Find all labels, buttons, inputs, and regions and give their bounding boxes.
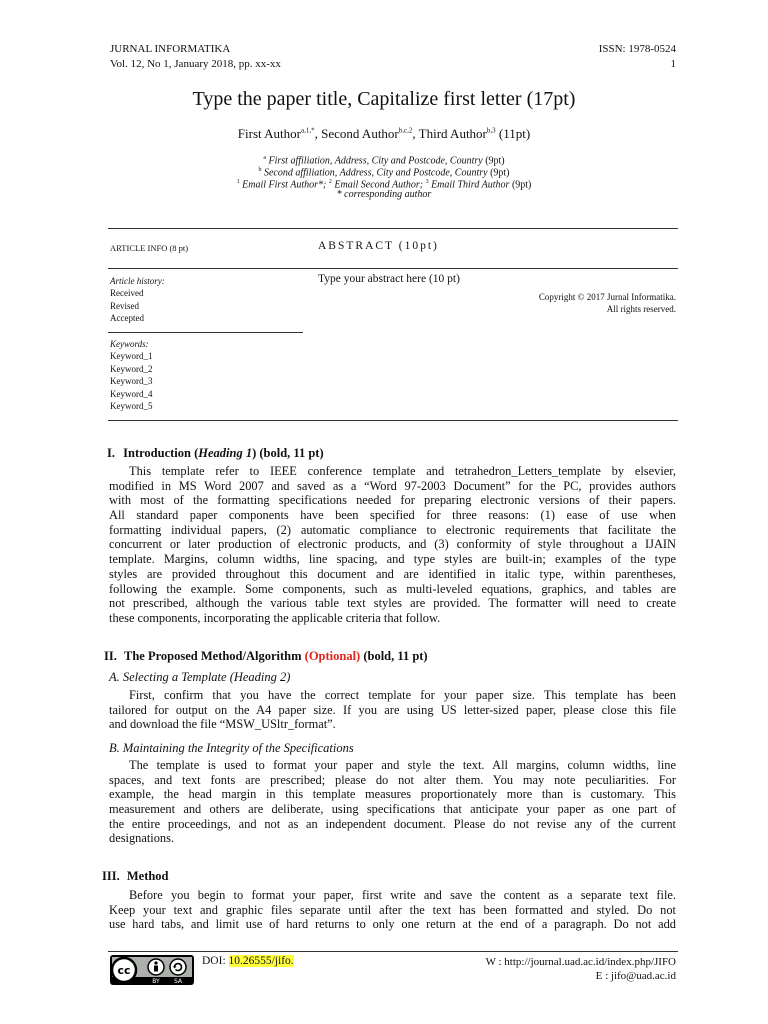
aff-2-size: (9pt) — [487, 167, 510, 179]
text-line: This template refer to IEEE conference template and tetrahedron_Letters_template by elsevier, — [129, 464, 676, 478]
article-info-label: ARTICLE INFO (8 pt) — [110, 243, 189, 253]
author-size: (11pt) — [495, 126, 531, 141]
footer-rule — [108, 951, 678, 952]
aff-1-size: (9pt) — [482, 155, 505, 167]
section-1-number: I. — [107, 446, 115, 460]
author-1: First Author — [237, 126, 302, 141]
text-line: The template is used to format your paper and style the text. All margins, column widths, line — [129, 758, 676, 772]
text-line: First, confirm that you have the correct template for your paper size. This template has been — [129, 688, 676, 702]
contact-block — [486, 955, 676, 983]
history-label: Article history: — [110, 276, 165, 286]
journal-name: JURNAL INFORMATIKA — [110, 43, 231, 55]
text-line: All standard paper components have been specified for three reasons: (1) ease of use when — [109, 508, 676, 523]
section-3-paragraph — [109, 888, 676, 932]
corresponding-text: * corresponding author — [336, 189, 432, 200]
corresponding-note — [0, 189, 768, 201]
abstract-label: ABSTRACT (10pt) — [318, 240, 439, 252]
email-3-sup: 3 — [425, 179, 429, 185]
section-2-number: II. — [104, 649, 117, 663]
email-1: Email First Author*; — [239, 179, 329, 191]
section-2-title-a: The Proposed Method/Algorithm — [123, 649, 305, 663]
text-line: example, the head margin in this template measures proportionately more than is customary. This — [109, 787, 676, 802]
subsection-a-heading: A. Selecting a Template (Heading 2) — [109, 670, 291, 684]
email-1-sup: 1 — [236, 179, 240, 185]
text-line: styles are provided throughout this document and are identified in italic type, within parentheses, — [109, 566, 676, 581]
author-2-sup: b,c,2 — [398, 126, 413, 135]
doi-block — [202, 955, 294, 967]
subsection-b-paragraph — [109, 758, 676, 846]
text-line: the entire proceedings, and not as an independent document. Please do not revise any of the current — [109, 816, 676, 831]
email-2: Email Second Author; — [331, 179, 426, 191]
history-accepted: Accepted — [110, 313, 144, 324]
keyword-item: Keyword_4 — [110, 388, 153, 399]
sa-icon — [170, 959, 186, 975]
keyword-item: Keyword_1 — [110, 351, 153, 362]
section-2-optional: (Optional) — [304, 649, 361, 663]
text-line: modified in MS Word 2007 and saved as a “Word 97-2003 Document” for the PC, provides authors — [109, 478, 676, 493]
aff-1-sup: a — [263, 155, 267, 161]
text-line: with most of the formatting specifications needed for preparing electronic versions of their papers. — [109, 493, 676, 508]
article-history — [110, 275, 165, 325]
keyword-item: Keyword_3 — [110, 376, 153, 387]
history-revised: Revised — [110, 300, 139, 311]
email-link[interactable]: E : jifo@uad.ac.id — [595, 970, 676, 982]
text-line: formatting individual papers, (2) automatic compliance to electronic requirements that facilitate the — [109, 522, 676, 537]
keywords-block — [110, 338, 153, 412]
doi-link[interactable]: 10.26555/jifo. — [228, 955, 294, 967]
bottom-rule — [108, 420, 678, 421]
aff-1-text: First affiliation, Address, City and Postcode, Country — [266, 155, 483, 167]
section-2-title-b: (bold, 11 pt) — [360, 649, 428, 663]
section-1-title-a: Introduction ( — [123, 446, 199, 460]
mid-rule — [108, 268, 678, 269]
cc-text: cc — [117, 964, 131, 977]
section-3-title: Method — [126, 869, 169, 883]
web-link[interactable]: W : http://journal.uad.ac.id/index.php/JIFO — [485, 956, 676, 968]
by-text: BY — [152, 978, 160, 985]
keyword-item: Keyword_2 — [110, 363, 153, 374]
text-line: use hard tabs, and limit use of hard returns to only one return at the end of a paragraph. Do not add — [109, 917, 676, 932]
copyright-block — [539, 291, 676, 316]
running-header-right — [599, 42, 676, 72]
text-line: not prescribed, although the various table text styles are provided. The formatter will need to create — [109, 596, 676, 611]
running-header-left — [110, 42, 281, 72]
author-line — [0, 126, 768, 142]
aff-2-text: Second affiliation, Address, City and Postcode, Country — [261, 167, 488, 179]
section-1-heading — [107, 446, 324, 461]
creative-commons-icon — [110, 955, 194, 985]
text-line: concurrent or later production of electronic products, and (3) conformity of style throughout a IJAIN — [109, 537, 676, 552]
abstract-text: Type your abstract here (10 pt) — [318, 273, 460, 285]
email-size: (9pt) — [509, 179, 532, 191]
text-line: and download the file “MSW_USltr_format”. — [109, 717, 336, 732]
copyright-text: Copyright © 2017 Jurnal Informatika. — [538, 292, 676, 302]
journal-volume: Vol. 12, No 1, January 2018, pp. xx-xx — [110, 58, 281, 70]
history-received: Received — [110, 288, 144, 299]
section-1-title-italic: Heading 1 — [198, 446, 253, 460]
doi-label: DOI: — [202, 955, 229, 967]
issn: ISSN: 1978-0524 — [598, 43, 676, 55]
text-line: template. Margins, column widths, line spacing, and type styles are built-in; examples of the type — [109, 552, 676, 567]
section-3-heading — [102, 869, 169, 884]
keyword-item: Keyword_5 — [110, 401, 153, 412]
text-line: designations. — [109, 831, 175, 846]
paper-title: Type the paper title, Capitalize first letter (17pt) — [192, 88, 576, 110]
sa-text: SA — [173, 978, 183, 985]
author-1-sup: a,1,* — [301, 126, 315, 135]
section-2-heading — [104, 649, 428, 664]
text-line: spaces, and text fonts are prescribed; please do not alter them. You may note peculiarities. For — [109, 772, 676, 787]
keywords-rule — [108, 332, 303, 333]
section-3-number: III. — [102, 869, 120, 883]
email-2-sup: 2 — [328, 179, 332, 185]
text-line: tailored for output on the A4 paper size. If you are using US letter-sized paper, please close this file — [109, 702, 676, 717]
author-3: , Third Author — [412, 126, 487, 141]
author-2: , Second Author — [314, 126, 399, 141]
page-number: 1 — [670, 58, 676, 70]
section-1-title-b: ) (bold, 11 pt) — [252, 446, 324, 460]
top-rule — [108, 228, 678, 229]
email-3: Email Third Author — [428, 179, 510, 191]
section-1-paragraph — [109, 464, 676, 626]
text-line: these components, incorporating the applicable criteria that follow. — [109, 610, 441, 625]
text-line: Keep your text and graphic files separate until after the text has been formatted and styled. Do not — [109, 902, 676, 917]
aff-2-sup: b — [258, 167, 262, 173]
author-3-sup: b,3 — [486, 126, 496, 135]
keywords-label: Keywords: — [110, 339, 149, 349]
subsection-b-heading: B. Maintaining the Integrity of the Specifications — [109, 741, 354, 755]
text-line: Before you begin to format your paper, first write and save the content as a separate text file. — [129, 888, 676, 902]
cc-license-badge — [110, 955, 194, 990]
text-line: measurement and others are deliberate, using specifications that anticipate your paper as one part of — [109, 802, 676, 817]
rights-text: All rights reserved. — [606, 304, 676, 315]
text-line: following the example. Some components, such as multi-leveled equations, graphics, and tables are — [109, 581, 676, 596]
subsection-a-paragraph — [109, 688, 676, 732]
